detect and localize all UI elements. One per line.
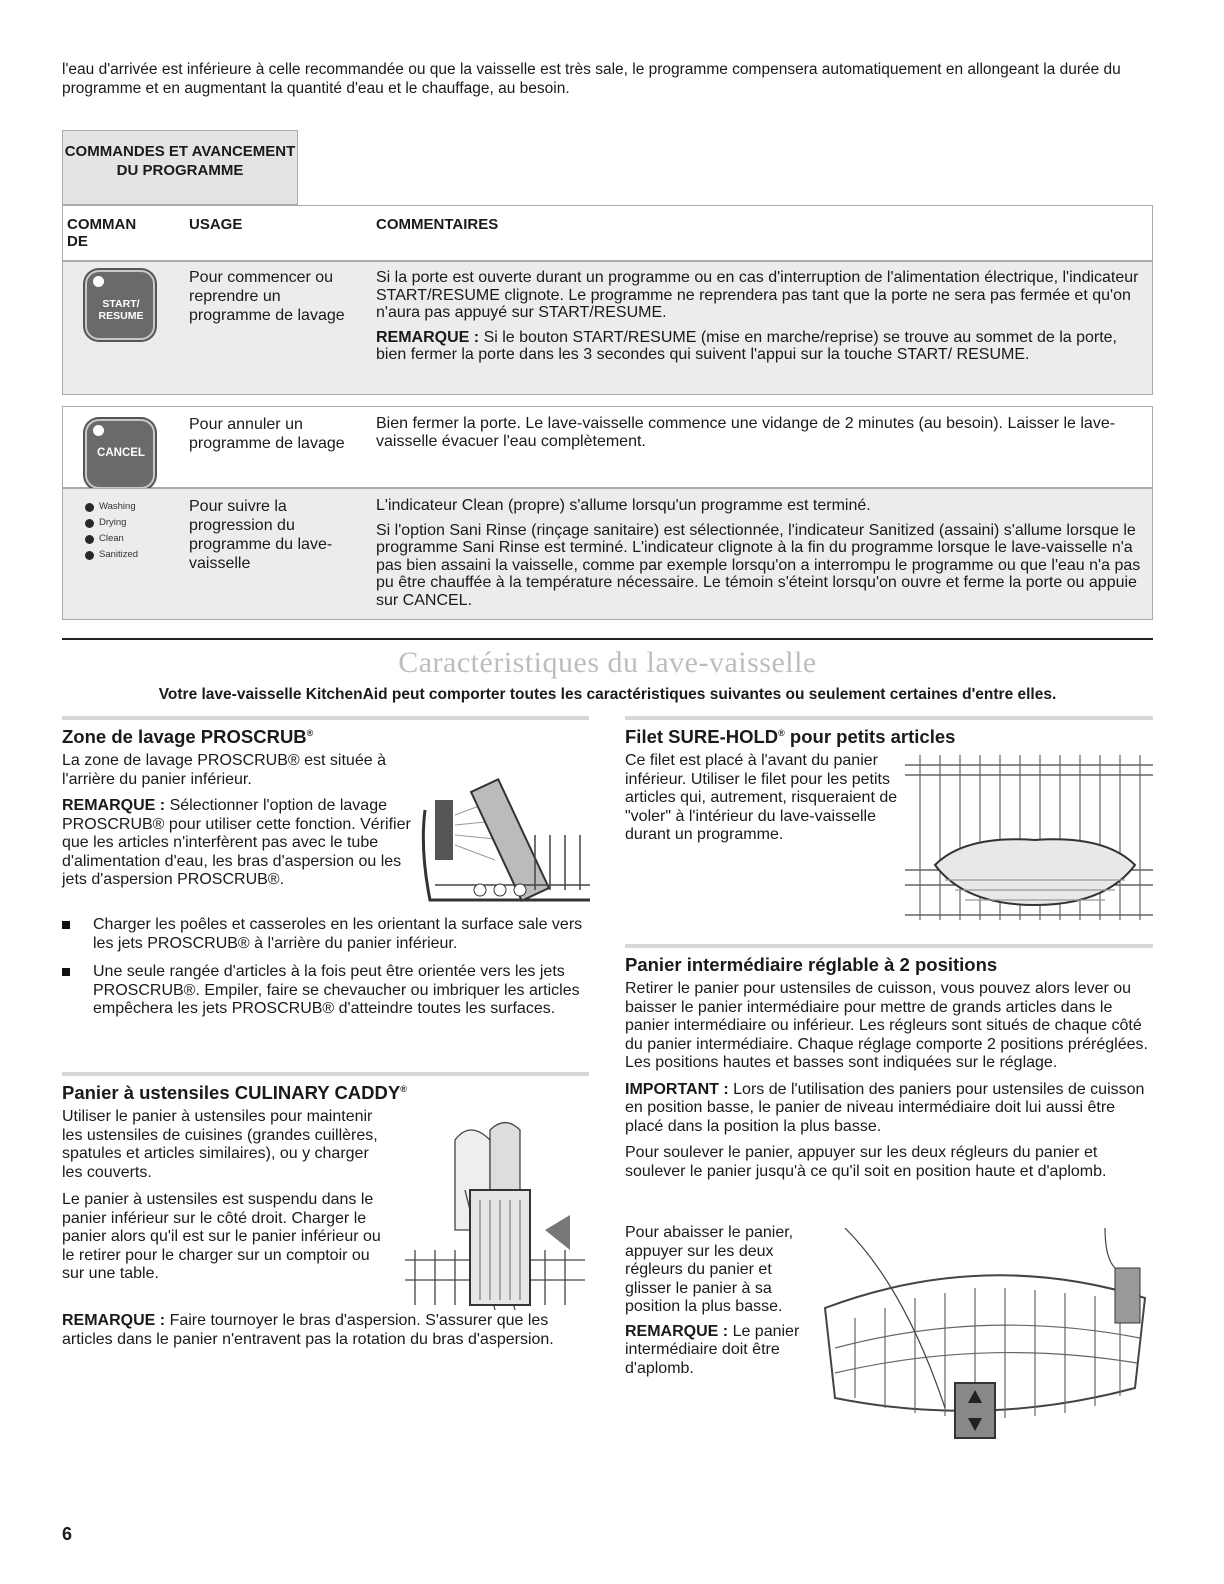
table-header: [62, 205, 1153, 261]
midrack-p3: Pour abaisser le panier, appuyer sur les deux régleurs du panier et glisser le panier à sa position la plus basse.: [625, 1224, 794, 1315]
caddy-illustration: [395, 1110, 590, 1310]
caddy-title: Panier à ustensiles CULINARY CADDY®: [62, 1082, 407, 1103]
note-text: Le panier intermédiaire doit être d'aplomb.: [625, 1322, 800, 1377]
start-resume-button: [85, 270, 155, 340]
indicator-drying: Drying: [85, 515, 138, 531]
divider: [625, 944, 1153, 948]
comments-cell: [376, 269, 1141, 364]
usage-cell: Pour annuler un programme de lavage: [189, 416, 345, 452]
surehold-title: Filet SURE-HOLD® pour petits articles: [625, 726, 956, 747]
dot-icon: [85, 535, 94, 544]
comment-text: Bien fermer la porte. Le lave-vaisselle commence une vidange de 2 minutes (au besoin). Laisser le lave-vaisselle évacuer l'eau complètement.: [376, 415, 1116, 450]
comment-text: Si la porte est ouverte durant un programme ou en cas d'interruption de l'alimentation électrique, l'indicateur START/RESUME clignote. Le programme ne reprendera pas tant que la porte ne sera pas fermée et qu'on n'aura pas appuyé sur START/RESUME.: [376, 269, 1139, 321]
dot-icon: [85, 503, 94, 512]
comments-cell: [376, 415, 1141, 450]
midrack-p1: Retirer le panier pour ustensiles de cuisson, vous pouvez alors lever ou baisser le panier intermédiaire pour mettre de grands articles dans le panier intermédiaire ou inférieur. Les régleurs sont situés de chaque côté du panier intermédiaire. Chaque réglage comporte 2 positions préréglées. Les positions hautes et basses sont indiquées sur le réglage.: [625, 980, 1148, 1071]
header-control: COMMAN DE: [67, 216, 137, 250]
indicator-dot-icon: [93, 425, 104, 436]
note-label: REMARQUE :: [62, 1312, 166, 1329]
caddy-text: [62, 1108, 382, 1284]
note-label: REMARQUE :: [625, 1322, 729, 1340]
important-text: Lors de l'utilisation des paniers pour ustensiles de cuisson en position basse, le panier de niveau intermédiaire doit lui aussi être placé dans la position la plus basse.: [625, 1080, 1145, 1135]
page-number: 6: [62, 1524, 73, 1544]
dot-icon: [85, 519, 94, 528]
comments-cell: [376, 497, 1141, 609]
divider: [62, 716, 589, 720]
usage-cell: Pour commencer ou reprendre un programme de lavage: [189, 269, 345, 324]
midrack-illustration: [815, 1228, 1153, 1443]
list-item: Charger les poêles et casseroles en les orientant la surface sale vers les jets PROSCRUB® à l'arrière du panier inférieur.: [62, 916, 587, 953]
caddy-p2: Le panier à ustensiles est suspendu dans le panier inférieur sur le côté droit. Charger le panier alors qu'il est sur le panier inférieur ou le retirer pour le charger sur un comptoir ou sur une table.: [62, 1191, 381, 1282]
section-rule: [62, 638, 1153, 640]
start-resume-label: START/ RESUME: [98, 298, 144, 322]
intro-paragraph: l'eau d'arrivée est inférieure à celle recommandée ou que la vaisselle est très sale, le programme compensera automatiquement en allongeant la durée du programme et en augmentant la quantité d'eau et le chauffage, au besoin.: [62, 61, 1121, 97]
comment-note: [376, 329, 1141, 364]
note-text: Si le bouton START/RESUME (mise en marche/reprise) se trouve au sommet de la porte, bien fermer la porte dans les 3 secondes qui suivent l'appui sur la touche START/ RESUME.: [376, 328, 1117, 363]
surehold-illustration: [905, 755, 1153, 920]
indicator-sanitized: Sanitized: [85, 547, 138, 563]
caddy-note: [62, 1312, 582, 1349]
midrack-p2: Pour soulever le panier, appuyer sur les deux régleurs du panier et soulever le panier jusqu'à ce qu'il soit en position haute et d'aplomb.: [625, 1144, 1107, 1180]
status-indicators: [85, 499, 138, 563]
proscrub-intro: [62, 752, 412, 890]
cancel-label: CANCEL: [97, 447, 145, 459]
comment-text: Si l'option Sani Rinse (rinçage sanitaire) est sélectionnée, l'indicateur Sanitized (assaini) s'allume lorsque le programme Sani Rinse est terminé. L'indicateur clignote à la fin du programme lorsque le lave-vaisselle n'a pas bien assaini la vaisselle, comme par exemple lorsqu'on a interrompu le programme ou que l'eau n'a pas pu être chauffée à la température nécessaire. Le témoin s'éteint lorsqu'on ouvre et ferme la porte ou appuie sur CANCEL.: [376, 521, 1141, 609]
note-text: Sélectionner l'option de lavage PROSCRUB® pour utiliser cette fonction. Vérifier que les articles n'interfèrent pas avec le tube d'alimentation d'eau, les bras d'aspersion ou les jets d'aspersion PROSCRUB®.: [62, 797, 411, 888]
note-label: REMARQUE :: [62, 797, 166, 814]
midrack-lower-text: [625, 1224, 810, 1378]
midrack-title: Panier intermédiaire réglable à 2 positions: [625, 954, 998, 975]
table-row: [62, 488, 1153, 620]
cancel-button: [85, 419, 155, 489]
surehold-text: Ce filet est placé à l'avant du panier inférieur. Utiliser le filet pour les petits articles qui, autrement, risqueraient de "voler" à l'intérieur du lave-vaisselle durant un programme.: [625, 752, 898, 843]
divider: [625, 716, 1153, 720]
midrack-text: [625, 980, 1150, 1181]
proscrub-bullets: [62, 916, 587, 1019]
proscrub-p1: La zone de lavage PROSCRUB® est située à l'arrière du panier inférieur.: [62, 752, 386, 788]
section-title: Caractéristiques du lave-vaisselle: [398, 646, 817, 679]
proscrub-title: Zone de lavage PROSCRUB®: [62, 726, 314, 747]
divider: [62, 1072, 589, 1076]
table-row: [62, 261, 1153, 395]
proscrub-illustration: [415, 760, 590, 910]
section-subtitle: Votre lave-vaisselle KitchenAid peut comporter toutes les caractéristiques suivantes ou seulement certaines d'entre elles.: [158, 686, 1057, 703]
indicator-clean: Clean: [85, 531, 138, 547]
comment-text: L'indicateur Clean (propre) s'allume lorsqu'un programme est terminé.: [376, 497, 871, 514]
table-title: COMMANDES ET AVANCEMENT DU PROGRAMME: [62, 130, 298, 205]
caddy-p1: Utiliser le panier à ustensiles pour maintenir les ustensiles de cuisines (grandes cuillères, spatules et articles similaires), ou y charger les couverts.: [62, 1108, 378, 1181]
dot-icon: [85, 551, 94, 560]
indicator-dot-icon: [93, 276, 104, 287]
list-item: Une seule rangée d'articles à la fois peut être orientée vers les jets PROSCRUB®. Empiler, faire se chevaucher ou imbriquer les articles empêchera les jets PROSCRUB® d'atteindre toutes les surfaces.: [62, 963, 587, 1019]
header-comments: COMMENTAIRES: [376, 216, 499, 233]
indicator-washing: Washing: [85, 499, 138, 515]
table-row: [62, 406, 1153, 488]
note-label: REMARQUE :: [376, 328, 480, 346]
usage-cell: Pour suivre la progression du programme du lave-vaisselle: [189, 498, 333, 572]
important-label: IMPORTANT :: [625, 1080, 729, 1098]
note-text: Faire tournoyer le bras d'aspersion. S'assurer que les articles dans le panier n'entravent pas la rotation du bras d'aspersion.: [62, 1312, 554, 1348]
header-usage: USAGE: [189, 216, 243, 233]
